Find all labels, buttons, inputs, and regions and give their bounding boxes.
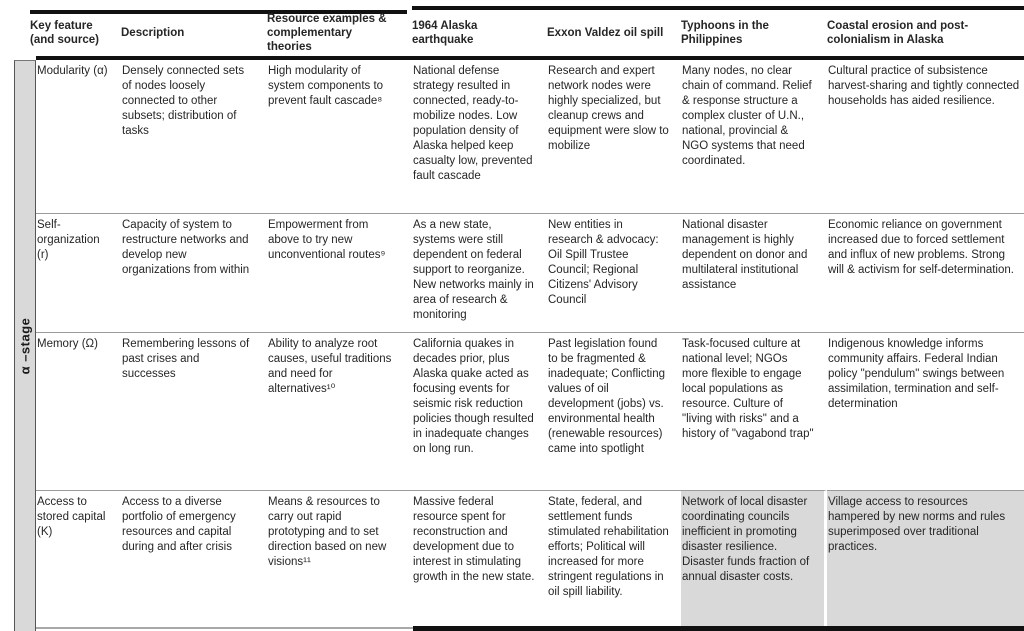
cell-feature-stored-capital: Access to stored capital (K): [36, 490, 121, 631]
cell-description: Densely connected sets of nodes loosely connected to other subsets; distribution of tasks: [122, 65, 245, 137]
column-header-description: Description: [121, 27, 185, 39]
cell-typhoons: Many nodes, no clear chain of command. Relief & response structure a complex cluster of U.N., national, provincial & NGO systems that need coordinated.: [682, 65, 812, 167]
cell-resources: Empowerment from above to try new unconventional routes⁹: [267, 213, 412, 332]
stage-label: α –stage: [17, 317, 33, 375]
stage-sidebar: [14, 60, 36, 631]
cell-exxon-valdez: State, federal, and settlement funds stimulated rehabilitation efforts; Political will increased for more stringent regulations in oil spill liability.: [547, 490, 681, 631]
cell-typhoons-shaded: Network of local disaster coordinating councils inefficient in promoting disaster resilience. Disaster funds fraction of annual disaster costs.: [681, 490, 827, 631]
cell-coastal-erosion: Cultural practice of subsistence harvest-sharing and tightly connected households has aided resilience.: [828, 65, 1020, 107]
cell-alaska-earthquake: California quakes in decades prior, plus Alaska quake acted as focusing events for seismic risk reduction policies though resulted in inadequate changes on long run.: [412, 332, 547, 490]
cell-coastal-erosion-shaded: Village access to resources hampered by new norms and rules superimposed over traditional practices.: [827, 490, 1024, 631]
column-header-resource-examples: Resource examples & complementary theories: [267, 13, 387, 53]
cell-alaska-earthquake: As a new state, systems were still dependent on federal support to reorganize. New networks mainly in area of research & monitoring: [412, 213, 547, 332]
column-header-1964-alaska-earthquake: 1964 Alaska earthquake: [412, 20, 478, 46]
table-body: [14, 60, 1024, 631]
cell-feature-self-organization: Self-organization (r): [36, 213, 121, 332]
table-bottom-rule-left: [36, 627, 413, 629]
cell-resources: Means & resources to carry out rapid prototyping and to set direction based on new visions¹¹: [267, 490, 412, 631]
cell-feature-memory: Memory (Ω): [36, 332, 121, 490]
column-header-key-feature: Key feature (and source): [30, 20, 100, 46]
cell-coastal-erosion: Indigenous knowledge informs community affairs. Federal Indian policy "pendulum" swings between assimilation, termination and self-determination: [827, 332, 1024, 490]
cell-description: Remembering lessons of past crises and successes: [121, 332, 267, 490]
cell-exxon-valdez: New entities in research & advocacy: Oil Spill Trustee Council; Regional Citizens' Advisory Council: [547, 213, 681, 332]
cell-coastal-erosion: Economic reliance on government increased due to forced settlement and influx of new problems. Strong will & activism for self-determination.: [827, 213, 1024, 332]
table-header-row: [30, 10, 1024, 56]
cell-alaska-earthquake: National defense strategy resulted in connected, ready-to-mobilize nodes. Low population density of Alaska helped keep casualty low, prevented fault cascade: [413, 65, 533, 182]
cell-resources: High modularity of system components to prevent fault cascade⁸: [268, 65, 384, 107]
cell-description: Capacity of system to restructure networks and develop new organizations from within: [121, 213, 267, 332]
cell-exxon-valdez: Past legislation found to be fragmented & inadequate; Conflicting values of oil development (jobs) vs. environmental health (renewable resources) came into spotlight: [547, 332, 681, 490]
cell-description: Access to a diverse portfolio of emergency resources and capital during and after crisis: [121, 490, 267, 631]
cell-exxon-valdez: Research and expert network nodes were highly specialized, but cleanup crews and equipment were slow to mobilize: [548, 65, 669, 152]
cell-alaska-earthquake: Massive federal resource spent for reconstruction and development due to interest in stimulating growth in the new state.: [412, 490, 547, 631]
cell-feature-modularity: Modularity (α): [37, 65, 108, 77]
cell-typhoons: National disaster management is highly dependent on donor and multilateral institutional assistance: [681, 213, 827, 332]
column-header-exxon-valdez-oil-spill: Exxon Valdez oil spill: [547, 27, 664, 39]
table-bottom-rule-right: [413, 626, 1024, 631]
column-header-typhoons-philippines: Typhoons in the Philippines: [681, 20, 769, 46]
cell-resources: Ability to analyze root causes, useful traditions and need for alternatives¹⁰: [267, 332, 412, 490]
column-header-coastal-erosion: Coastal erosion and post-colonialism in Alaska: [827, 20, 969, 46]
cell-typhoons: Task-focused culture at national level; NGOs more flexible to engage local populations as resource. Culture of "living with risks" and a history of "vagabond trap": [681, 332, 827, 490]
